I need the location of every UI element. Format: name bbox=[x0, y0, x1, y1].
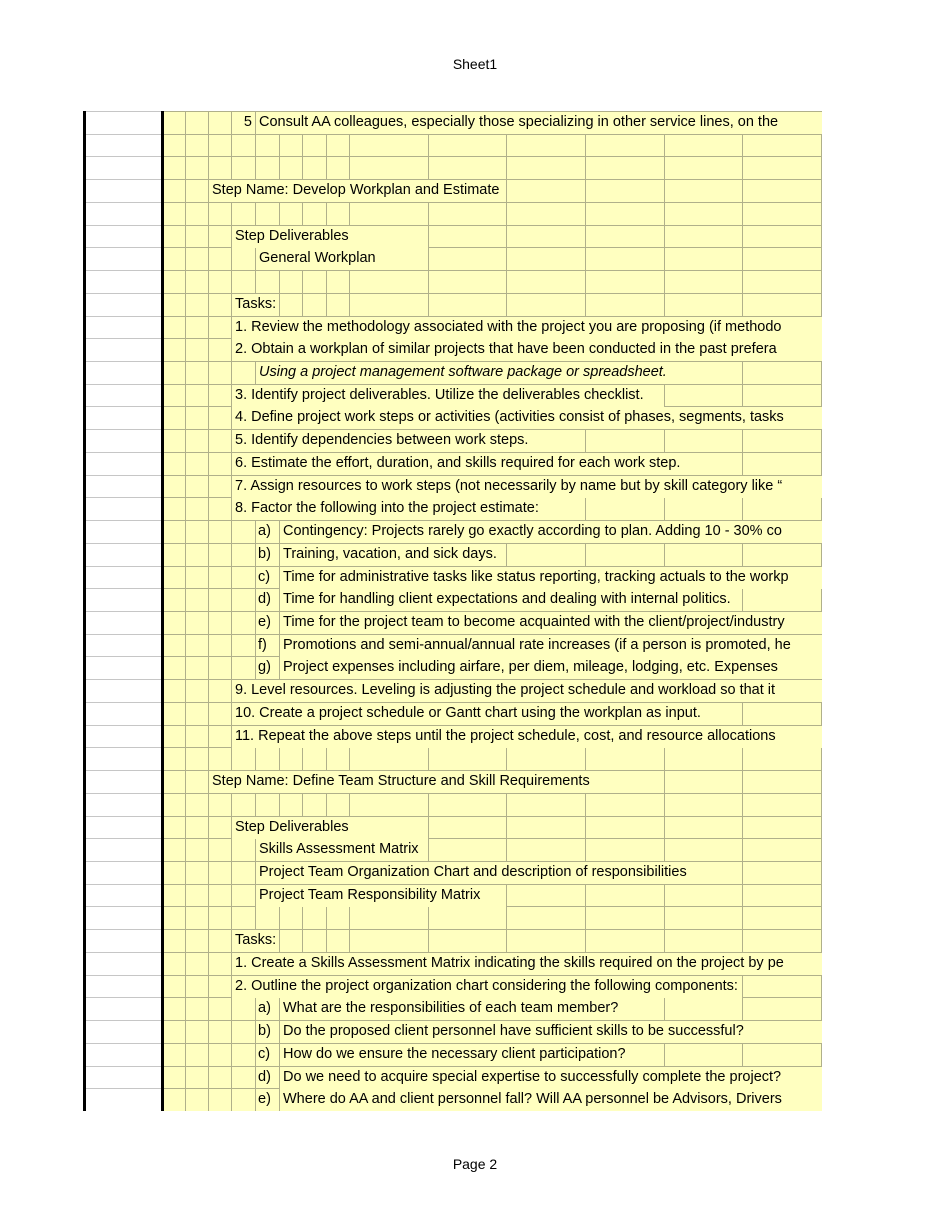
row-text: 8. Factor the following into the project estimate: bbox=[235, 500, 539, 517]
row-text: Tasks: bbox=[235, 295, 277, 312]
sub-item-text: Contingency: Projects rarely go exactly according to plan. Adding 10 - 30% co bbox=[283, 523, 782, 540]
sub-item-label: g) bbox=[258, 659, 271, 676]
sub-item-label: d) bbox=[258, 1068, 271, 1085]
sub-item-label: b) bbox=[258, 1023, 271, 1040]
row-text: 11. Repeat the above steps until the project schedule, cost, and resource allocations bbox=[235, 727, 776, 744]
sub-item-label: a) bbox=[258, 523, 271, 540]
row-text: Step Deliverables bbox=[235, 227, 349, 244]
sub-item-label: c) bbox=[258, 1045, 271, 1062]
row-text: General Workplan bbox=[259, 250, 376, 267]
row-text: 4. Define project work steps or activities (activities consist of phases, segments, tasks bbox=[235, 409, 784, 426]
page-header: Sheet1 bbox=[452, 56, 498, 72]
row-text: 2. Obtain a workplan of similar projects that have been conducted in the past prefera bbox=[235, 341, 777, 358]
row-text: Tasks: bbox=[235, 932, 277, 949]
sub-item-text: Training, vacation, and sick days. bbox=[283, 545, 497, 562]
sub-item-text: Time for administrative tasks like status reporting, tracking actuals to the workp bbox=[283, 568, 789, 585]
row-text: 1. Create a Skills Assessment Matrix indicating the skills required on the project by pe bbox=[235, 954, 784, 971]
row-text: Project Team Responsibility Matrix bbox=[259, 886, 481, 903]
sub-item-label: b) bbox=[258, 545, 271, 562]
sub-item-text: Time for handling client expectations and dealing with internal politics. bbox=[283, 591, 731, 608]
row-text: Project Team Organization Chart and description of responsibilities bbox=[259, 864, 687, 880]
row-text: Skills Assessment Matrix bbox=[259, 841, 419, 858]
row-text: Consult AA colleagues, especially those specializing in other service lines, on the bbox=[259, 114, 779, 130]
row-number: 5 bbox=[243, 114, 252, 130]
sub-item-text: Where do AA and client personnel fall? Will AA personnel be Advisors, Drivers bbox=[283, 1091, 782, 1108]
sub-item-text: Do we need to acquire special expertise to successfully complete the project? bbox=[283, 1068, 782, 1085]
sub-item-label: e) bbox=[258, 614, 271, 630]
row-text: 1. Review the methodology associated with the project you are proposing (if methodo bbox=[235, 318, 782, 335]
spreadsheet bbox=[83, 111, 822, 1111]
sub-item-label: f) bbox=[258, 636, 267, 653]
sub-item-text: Promotions and semi-annual/annual rate increases (if a person is promoted, he bbox=[283, 636, 791, 653]
row-text: 9. Level resources. Leveling is adjusting the project schedule and workload so that it bbox=[235, 682, 776, 699]
row-text: Using a project management software package or spreadsheet. bbox=[259, 364, 667, 380]
row-text: Step Name: Define Team Structure and Skill Requirements bbox=[212, 773, 590, 790]
row-text: 6. Estimate the effort, duration, and skills required for each work step. bbox=[235, 454, 681, 471]
sub-item-label: d) bbox=[258, 591, 271, 608]
row-text: Step Deliverables bbox=[235, 818, 349, 835]
row-text: 3. Identify project deliverables. Utilize the deliverables checklist. bbox=[235, 386, 644, 403]
page-footer: Page 2 bbox=[452, 1156, 498, 1172]
column-border bbox=[161, 111, 164, 1111]
sub-item-text: How do we ensure the necessary client participation? bbox=[283, 1045, 626, 1062]
sub-item-text: What are the responsibilities of each team member? bbox=[283, 1000, 619, 1017]
sub-item-label: a) bbox=[258, 1000, 271, 1017]
sub-item-text: Time for the project team to become acquainted with the client/project/industry bbox=[283, 614, 785, 630]
row-text: 2. Outline the project organization chart considering the following components: bbox=[235, 977, 738, 994]
row-text: Step Name: Develop Workplan and Estimate bbox=[212, 182, 500, 199]
sub-item-text: Do the proposed client personnel have sufficient skills to be successful? bbox=[283, 1023, 744, 1040]
row-text: 7. Assign resources to work steps (not necessarily by name but by skill category like “ bbox=[235, 477, 783, 494]
sub-item-label: c) bbox=[258, 568, 271, 585]
row-text: 10. Create a project schedule or Gantt chart using the workplan as input. bbox=[235, 704, 701, 721]
row-text: 5. Identify dependencies between work steps. bbox=[235, 432, 529, 449]
left-border bbox=[83, 111, 86, 1111]
sub-item-text: Project expenses including airfare, per diem, mileage, lodging, etc. Expenses bbox=[283, 659, 778, 676]
sub-item-label: e) bbox=[258, 1091, 271, 1108]
